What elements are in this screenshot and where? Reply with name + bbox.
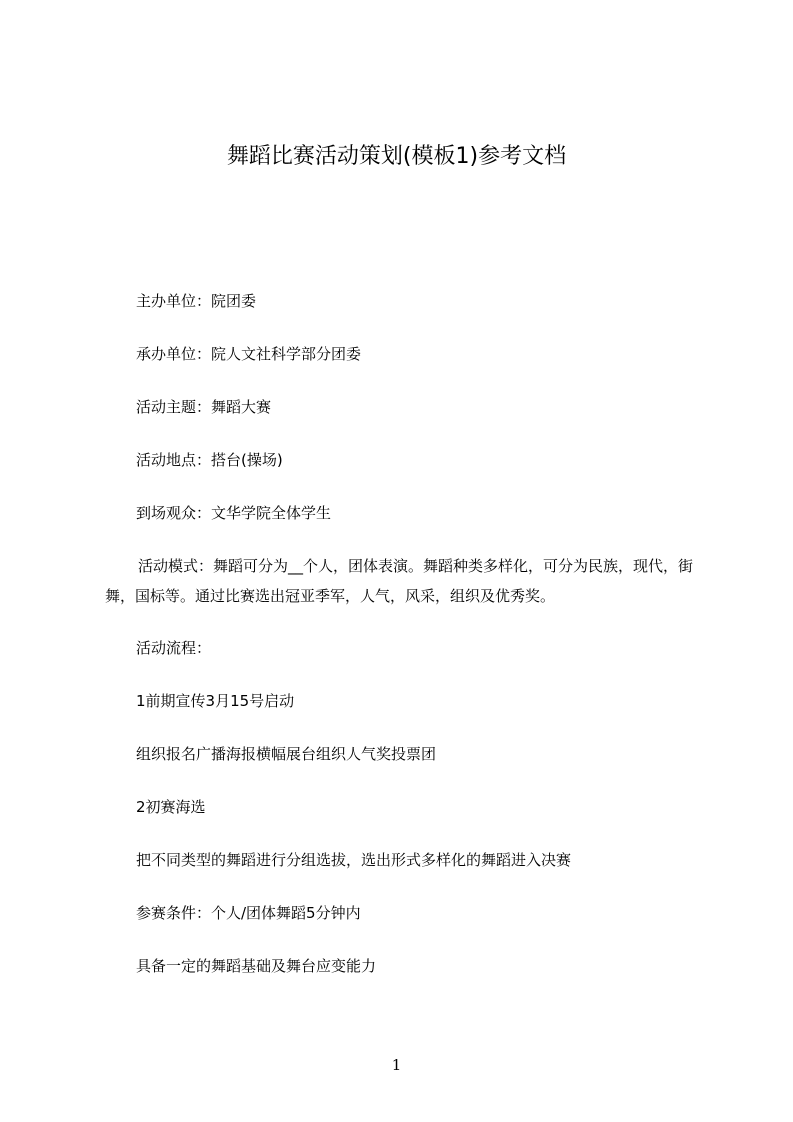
process-heading: 活动流程： bbox=[136, 639, 212, 657]
page-number: 1 bbox=[391, 1056, 402, 1074]
step-2-detail: 把不同类型的舞蹈进行分组选拔，选出形式多样化的舞蹈进入决赛 bbox=[136, 851, 572, 869]
venue-line: 活动地点：搭台(操场) bbox=[136, 451, 283, 469]
step-2-heading: 2初赛海选 bbox=[136, 798, 206, 816]
step-1-detail: 组织报名广播海报横幅展台组织人气奖投票团 bbox=[136, 745, 437, 763]
audience-line: 到场观众：文华学院全体学生 bbox=[136, 504, 332, 522]
organizer-line: 主办单位：院团委 bbox=[136, 292, 257, 310]
activity-mode-paragraph: 活动模式：舞蹈可分为__个人，团体表演。舞蹈种类多样化，可分为民族，现代，街舞，国标等。通过比赛选出冠亚季军，人气，风采，组织及优秀奖。 bbox=[105, 557, 694, 605]
theme-line: 活动主题：舞蹈大赛 bbox=[136, 398, 272, 416]
step-1-heading: 1前期宣传3月15号启动 bbox=[136, 692, 295, 710]
co-organizer-line: 承办单位：院人文社科学部分团委 bbox=[136, 345, 362, 363]
entry-conditions-line: 参赛条件：个人/团体舞蹈5分钟内 bbox=[136, 904, 361, 922]
requirement-line: 具备一定的舞蹈基础及舞台应变能力 bbox=[136, 957, 377, 975]
document-title: 舞蹈比赛活动策划(模板1)参考文档 bbox=[226, 144, 567, 169]
